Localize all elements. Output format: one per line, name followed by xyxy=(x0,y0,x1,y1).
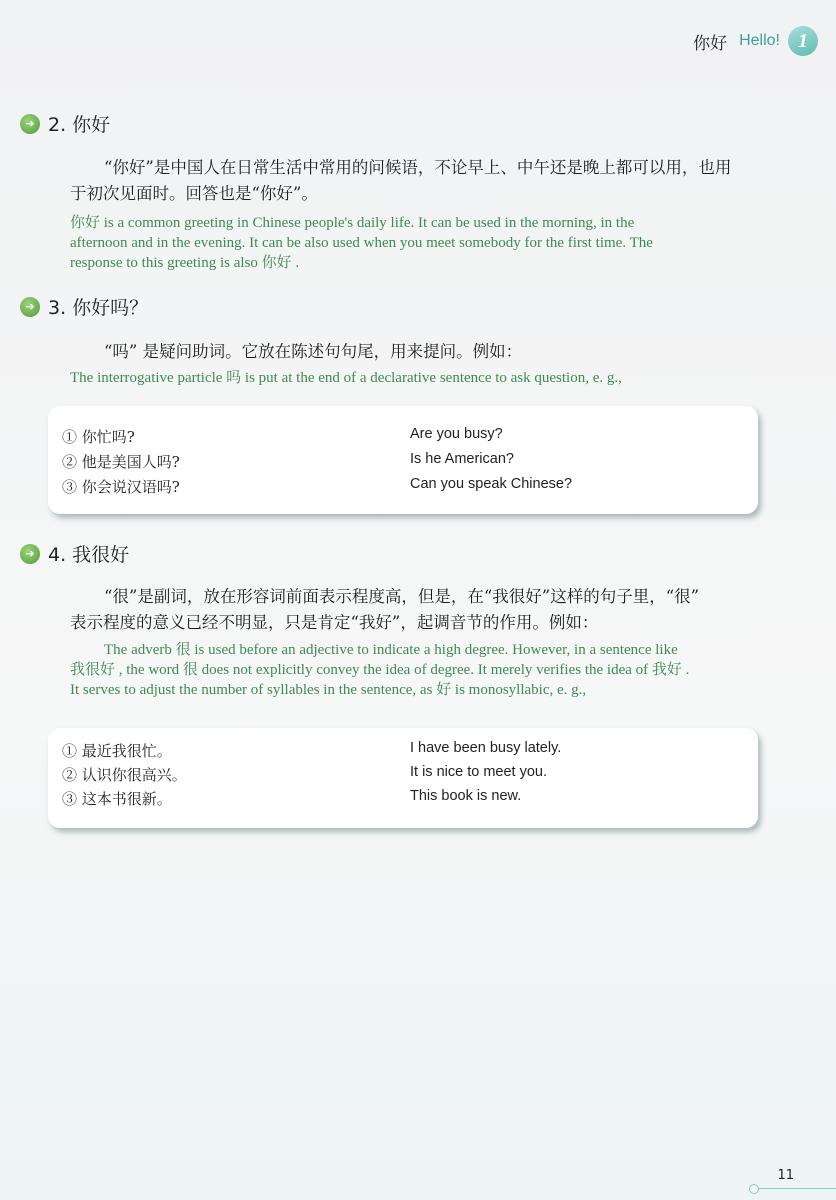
chinese-line: 于初次见面时。回答也是“你好”。 xyxy=(70,184,318,203)
english-line: 你好 is a common greeting in Chinese people's daily life. It can be used in the morning, in the xyxy=(70,215,635,231)
chinese-explanation xyxy=(70,339,770,365)
example-row xyxy=(62,451,742,475)
example-chinese: ② 他是美国人吗? xyxy=(62,453,180,471)
header-title-cn: 你好 xyxy=(693,33,728,54)
footer-dot-icon xyxy=(749,1184,759,1194)
section-title: 2. 你好 xyxy=(48,114,111,136)
english-line: It serves to adjust the number of syllables in the sentence, as 好 is monosyllabic, e. g., xyxy=(70,682,587,698)
arrow-bullet-icon: ➔ xyxy=(20,297,40,317)
example-english: Are you busy? xyxy=(410,426,503,442)
english-line: afternoon and in the evening. It can be also used when you meet somebody for the first time. The xyxy=(70,235,653,251)
example-row xyxy=(62,740,742,764)
example-chinese: ① 最近我很忙。 xyxy=(62,742,172,760)
section-heading xyxy=(20,110,110,137)
example-row xyxy=(62,788,742,812)
example-chinese: ③ 你会说汉语吗? xyxy=(62,478,180,496)
chinese-line: “你好”是中国人在日常生活中常用的问候语，不论早上、中午还是晚上都可以用，也用 xyxy=(104,158,732,177)
example-row xyxy=(62,426,742,450)
chinese-explanation xyxy=(70,584,770,636)
example-english: Is he American? xyxy=(410,451,514,467)
example-box xyxy=(48,406,758,514)
example-english: Can you speak Chinese? xyxy=(410,476,573,492)
english-line: The adverb 很 is used before an adjective to indicate a high degree. However, in a sentence like xyxy=(104,642,678,658)
example-chinese: ① 你忙吗? xyxy=(62,428,135,446)
example-english: This book is new. xyxy=(410,788,522,804)
chinese-explanation xyxy=(70,155,770,207)
footer-rule xyxy=(755,1188,836,1189)
section-title: 4. 我很好 xyxy=(48,544,130,566)
section-heading xyxy=(20,293,148,320)
header-title-en: Hello! xyxy=(739,32,780,49)
example-chinese: ③ 这本书很新。 xyxy=(62,790,172,808)
chinese-line: “吗” 是疑问助词。它放在陈述句句尾，用来提问。例如： xyxy=(104,342,523,361)
example-row xyxy=(62,476,742,500)
section-heading xyxy=(20,540,129,567)
chinese-line: “很”是副词，放在形容词前面表示程度高，但是，在“我很好”这样的句子里，“很” xyxy=(104,587,700,606)
english-explanation xyxy=(70,368,770,388)
arrow-bullet-icon: ➔ xyxy=(20,114,40,134)
arrow-bullet-icon: ➔ xyxy=(20,544,40,564)
example-english: I have been busy lately. xyxy=(410,740,562,756)
english-line: response to this greeting is also 你好 . xyxy=(70,255,300,271)
english-explanation xyxy=(70,640,770,700)
example-box xyxy=(48,728,758,828)
example-row xyxy=(62,764,742,788)
chinese-line: 表示程度的意义已经不明显，只是肯定“我好”，起调音节的作用。例如： xyxy=(70,613,599,632)
page-header xyxy=(693,26,818,56)
section-title: 3. 你好吗？ xyxy=(48,297,149,319)
lesson-number-badge: 1 xyxy=(788,26,818,56)
english-line: The interrogative particle 吗 is put at the end of a declarative sentence to ask question, e. g., xyxy=(70,370,622,386)
english-line: 我很好 , the word 很 does not explicitly convey the idea of degree. It merely verifies the idea of 我好 . xyxy=(70,662,690,678)
page-number: 11 xyxy=(777,1168,794,1183)
english-explanation xyxy=(70,213,770,273)
example-chinese: ② 认识你很高兴。 xyxy=(62,766,187,784)
example-english: It is nice to meet you. xyxy=(410,764,548,780)
